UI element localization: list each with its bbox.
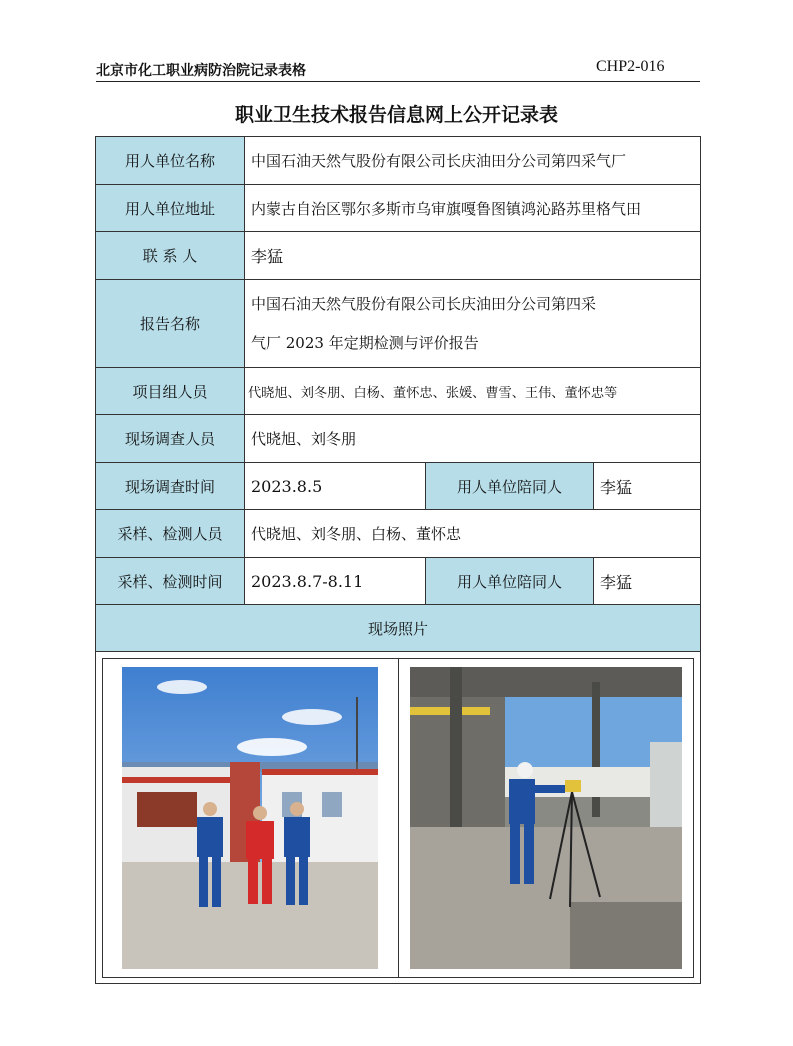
unit-name-value: 中国石油天然气股份有限公司长庆油田分公司第四采气厂 <box>245 137 701 185</box>
sampling-time-value: 2023.8.7-8.11 <box>245 558 426 605</box>
contact-value: 李猛 <box>245 232 701 280</box>
row-photos <box>96 652 701 984</box>
survey-time-label: 现场调查时间 <box>96 463 245 510</box>
row-unit-address <box>96 185 701 232</box>
photo-field-measurement <box>410 667 682 969</box>
survey-companion-value: 李猛 <box>594 463 701 510</box>
sampling-companion-value: 李猛 <box>594 558 701 605</box>
row-sampling-staff <box>96 510 701 558</box>
header-divider <box>96 81 700 82</box>
row-unit-name <box>96 137 701 185</box>
contact-label: 联 系 人 <box>96 232 245 280</box>
survey-companion-label: 用人单位陪同人 <box>426 463 594 510</box>
row-report-name <box>96 280 701 368</box>
photos-label: 现场照片 <box>96 605 701 652</box>
unit-address-value: 内蒙古自治区鄂尔多斯市乌审旗嘎鲁图镇鸿沁路苏里格气田 <box>245 185 701 232</box>
team-value: 代晓旭、刘冬朋、白杨、董怀忠、张媛、曹雪、王伟、董怀忠等 <box>245 368 701 415</box>
row-contact <box>96 232 701 280</box>
photo-right-frame <box>399 658 695 978</box>
sampling-staff-label: 采样、检测人员 <box>96 510 245 558</box>
row-team <box>96 368 701 415</box>
unit-name-label: 用人单位名称 <box>96 137 245 185</box>
photo-site-entrance <box>122 667 378 969</box>
unit-address-label: 用人单位地址 <box>96 185 245 232</box>
survey-staff-label: 现场调查人员 <box>96 415 245 463</box>
form-code: CHP2-016 <box>596 58 665 75</box>
sampling-companion-label: 用人单位陪同人 <box>426 558 594 605</box>
report-name-value <box>245 280 701 368</box>
survey-time-value: 2023.8.5 <box>245 463 426 510</box>
row-survey-time <box>96 463 701 510</box>
report-name-label: 报告名称 <box>96 280 245 368</box>
survey-staff-value: 代晓旭、刘冬朋 <box>245 415 701 463</box>
row-sampling-time <box>96 558 701 605</box>
row-photos-header <box>96 605 701 652</box>
record-form <box>95 136 701 984</box>
org-header: 北京市化工职业病防治院记录表格 <box>96 63 306 79</box>
report-name-line1: 中国石油天然气股份有限公司长庆油田分公司第四采 <box>251 294 597 313</box>
sampling-time-label: 采样、检测时间 <box>96 558 245 605</box>
photo-left-frame <box>102 658 399 978</box>
sampling-staff-value: 代晓旭、刘冬朋、白杨、董怀忠 <box>245 510 701 558</box>
report-name-line2: 气厂 2023 年定期检测与评价报告 <box>251 333 479 352</box>
row-survey-staff <box>96 415 701 463</box>
photos-cell <box>96 652 701 984</box>
page-title: 职业卫生技术报告信息网上公开记录表 <box>234 104 558 126</box>
team-label: 项目组人员 <box>96 368 245 415</box>
